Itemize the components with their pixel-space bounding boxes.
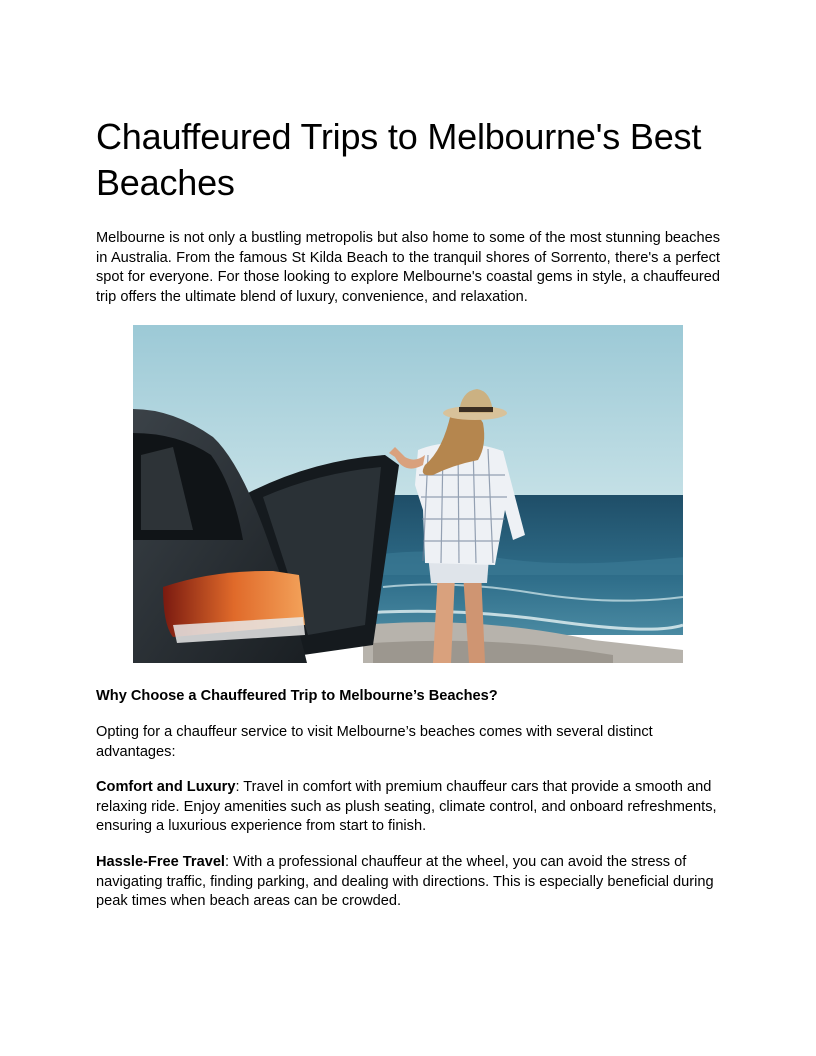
benefit-term: Hassle-Free Travel [96,853,225,870]
page-title: Chauffeured Trips to Melbourne's Best Beaches [96,116,702,203]
benefit-text: : Travel in comfort with premium chauffeur cars that provide a smooth and relaxing ride. Enjoy amenities such as plush seating, climate control, and onboard refreshments, ensuring a luxurious experience from start to finish. [96,779,717,835]
benefit-term: Comfort and Luxury [96,779,236,796]
benefit-hassle-free-travel [96,853,720,912]
beach-photo [133,325,683,663]
section-heading: Why Choose a Chauffeured Trip to Melbourne’s Beaches? [96,688,498,705]
benefit-text: : With a professional chauffeur at the wheel, you can avoid the stress of navigating traffic, finding parking, and dealing with directions. This is especially beneficial during peak times when beach areas can be crowded. [96,853,714,910]
intro-paragraph: Melbourne is not only a bustling metropolis but also home to some of the most stunning beaches in Australia. From the famous St Kilda Beach to the tranquil shores of Sorrento, there's a perfect spot for everyone. For those looking to explore Melbourne's coastal gems in style, a chauffeured trip offers the ultimate blend of luxury, convenience, and relaxation. [96,230,720,305]
benefit-comfort-luxury [96,778,720,837]
section-intro: Opting for a chauffeur service to visit Melbourne’s beaches comes with several distinct advantages: [96,723,653,760]
document-page [96,114,720,912]
beach-photo-illustration [133,325,683,663]
